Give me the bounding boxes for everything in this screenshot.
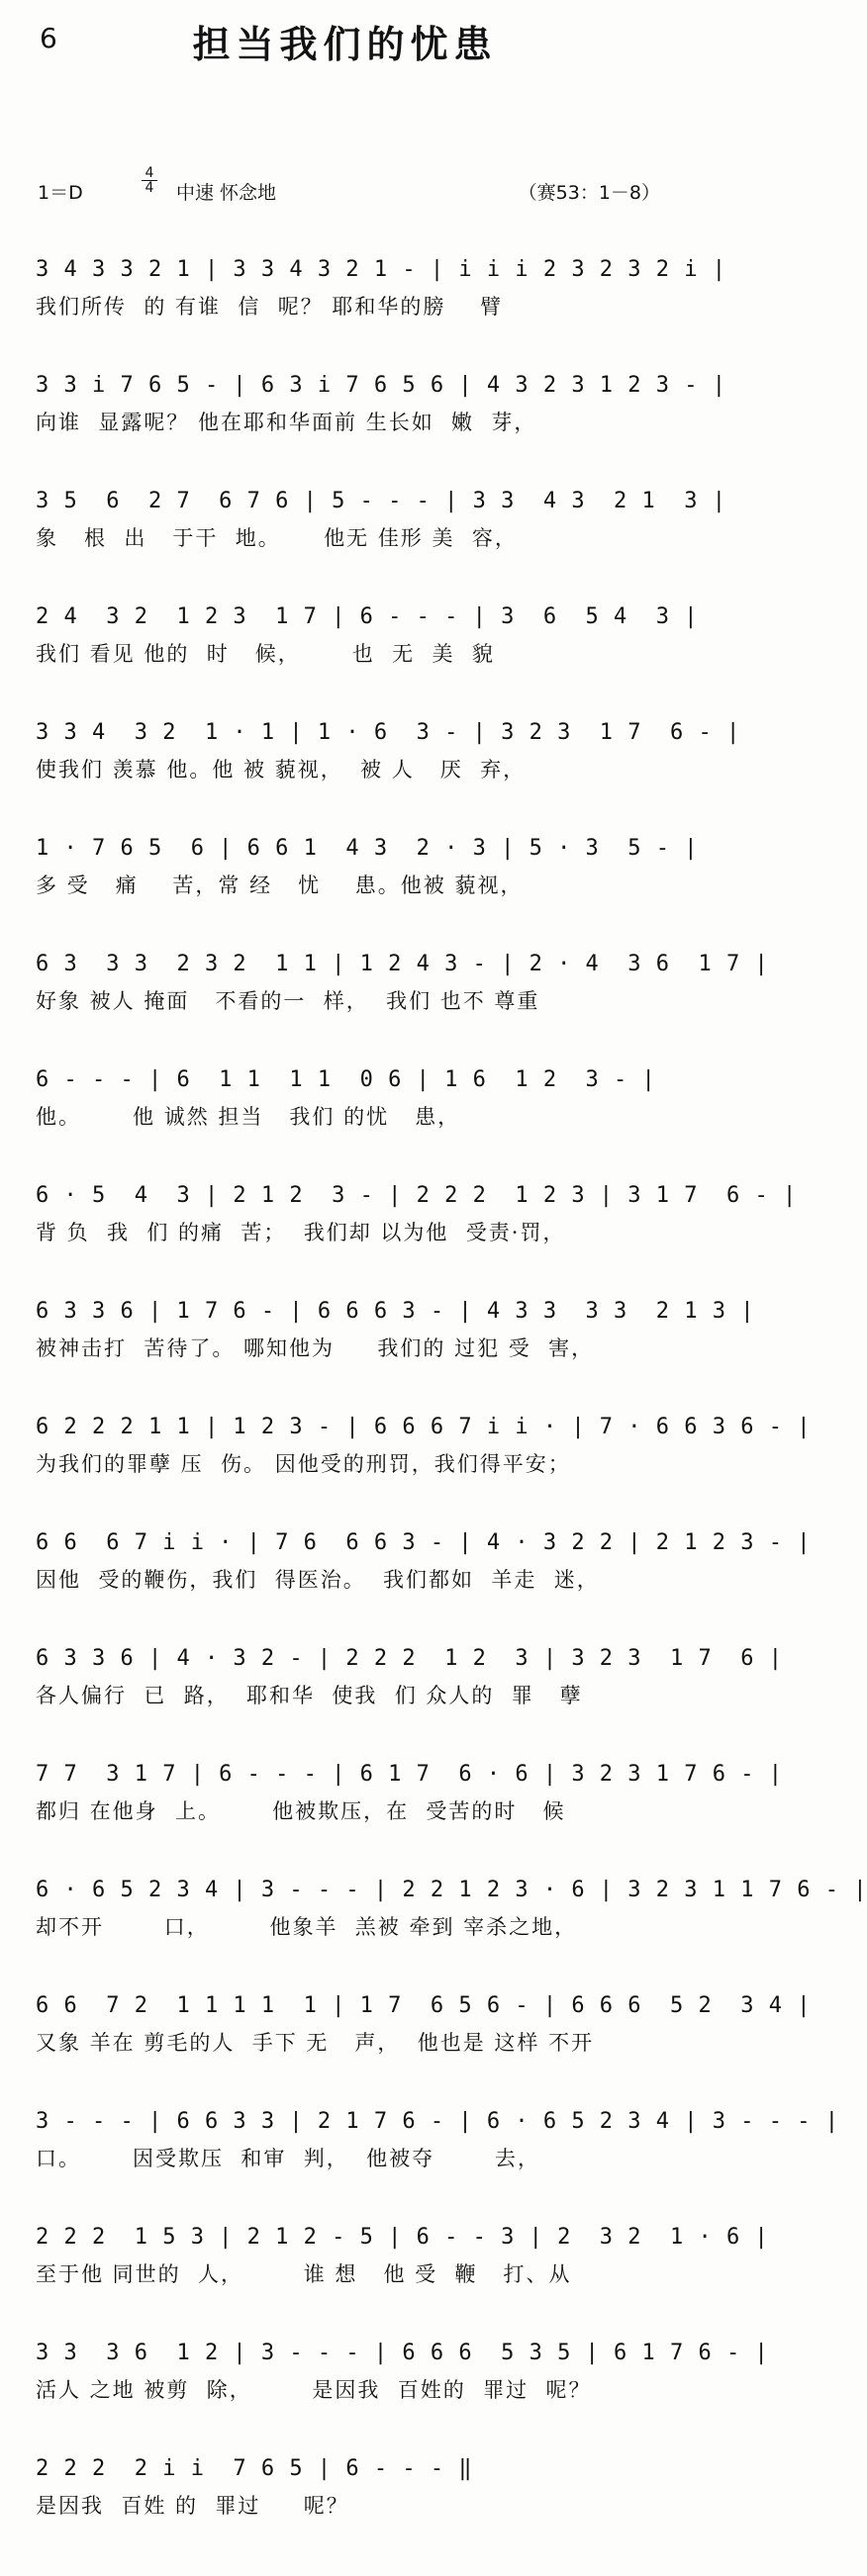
time-signature-bottom: 4 <box>144 180 154 196</box>
lyrics-line: 因他 受的鞭伤，我们 得医治。 我们都如 羊走 迷， <box>36 1568 600 1592</box>
notation-line: 6 · 6 5 2 3 4 | 3 - - - | 2 2 1 2 3 · 6 | 3 2 3 1 1 7 6 - | <box>36 1878 867 1902</box>
music-system <box>36 1067 665 1133</box>
notation-line: 6 6 6 7 i i · | 7 6 6 6 3 - | 4 · 3 2 2 | 2 1 2 3 - | <box>36 1530 812 1555</box>
notation-line: 2 4 3 2 1 2 3 1 7 | 6 - - - | 3 6 5 4 3 | <box>36 604 699 629</box>
lyrics-line: 是因我 百姓 的 罪过 呢？ <box>36 2494 349 2518</box>
notation-line: 6 · 5 4 3 | 2 1 2 3 - | 2 2 2 1 2 3 | 3 1 7 6 - | <box>36 1183 798 1208</box>
song-title: 担当我们的忧患 <box>192 22 498 66</box>
notation-line: 6 - - - | 6 1 1 1 1 0 6 | 1 6 1 2 3 - | <box>36 1067 656 1092</box>
lyrics-line: 活人 之地 被剪 除， 是因我 百姓的 罪过 呢？ <box>36 2378 592 2402</box>
key-signature: 1＝D <box>38 182 83 204</box>
time-signature-top: 4 <box>142 166 157 181</box>
music-system <box>36 2225 769 2290</box>
notation-line: 6 6 7 2 1 1 1 1 1 | 1 7 6 5 6 - | 6 6 6 5 2 3 4 | <box>36 1993 812 2018</box>
notation-line: 1 · 7 6 5 6 | 6 6 1 4 3 2 · 3 | 5 · 3 5 - | <box>36 836 699 861</box>
lyrics-line: 使我们 羡慕 他。他 被 藐视， 被 人 厌 弃， <box>36 758 527 782</box>
music-system <box>36 1183 798 1248</box>
music-system <box>36 952 769 1017</box>
notation-line: 6 2 2 2 1 1 | 1 2 3 - | 6 6 6 7 i i · | 7 · 6 6 3 6 - | <box>36 1415 812 1439</box>
notation-line: 3 4 3 3 2 1 | 3 3 4 3 2 1 - | i i i 2 3 2 3 2 i | <box>36 257 727 282</box>
time-signature <box>142 166 157 195</box>
music-system <box>36 1299 755 1364</box>
lyrics-line: 口。 因受欺压 和审 判， 他被夺 去， <box>36 2147 540 2170</box>
scripture-reference: （赛53：1－8） <box>518 182 660 204</box>
music-system <box>36 1415 812 1480</box>
lyrics-line: 好象 被人 掩面 不看的一 样， 我们 也不 尊重 <box>36 989 540 1013</box>
notation-line: 2 2 2 1 5 3 | 2 1 2 - 5 | 6 - - 3 | 2 3 2 1 · 6 | <box>36 2225 769 2250</box>
music-system <box>36 1530 812 1596</box>
music-system <box>36 2341 769 2406</box>
notation-line: 6 3 3 3 2 3 2 1 1 | 1 2 4 3 - | 2 · 4 3 6 1 7 | <box>36 952 769 976</box>
lyrics-line: 我们所传 的 有谁 信 呢？ 耶和华的膀 臂 <box>36 295 504 319</box>
music-system <box>36 2456 665 2522</box>
notation-line: 3 3 i 7 6 5 - | 6 3 i 7 6 5 6 | 4 3 2 3 1 2 3 - | <box>36 373 727 398</box>
lyrics-line: 又象 羊在 剪毛的人 手下 无 声， 他也是 这样 不开 <box>36 2031 595 2055</box>
notation-line: 3 3 4 3 2 1 · 1 | 1 · 6 3 - | 3 2 3 1 7 6 - | <box>36 720 741 745</box>
music-system <box>36 604 699 670</box>
lyrics-line: 象 根 出 于干 地。 他无 佳形 美 容， <box>36 526 518 550</box>
notation-line: 6 3 3 6 | 1 7 6 - | 6 6 6 3 - | 4 3 3 3 3 2 1 3 | <box>36 1299 755 1324</box>
lyrics-line: 我们 看见 他的 时 候， 也 无 美 貌 <box>36 642 495 666</box>
lyrics-line: 被神击打 苦待了。 哪知他为 我们的 过犯 受 害， <box>36 1336 595 1360</box>
lyrics-line: 为我们的罪孽 压 伤。 因他受的刑罚，我们得平安； <box>36 1452 571 1476</box>
score-header <box>38 165 660 206</box>
music-system <box>36 836 699 901</box>
music-system <box>36 720 741 785</box>
lyrics-line: 背 负 我 们 的痛 苦； 我们却 以为他 受责·罚， <box>36 1221 566 1244</box>
lyrics-line: 却不开 口， 他象羊 羔被 牵到 宰杀之地， <box>36 1915 578 1939</box>
lyrics-line: 向谁 显露呢？ 他在耶和华面前 生长如 嫩 芽， <box>36 411 537 434</box>
music-system <box>36 1878 867 1943</box>
music-system <box>36 1993 812 2059</box>
notation-line: 3 3 3 6 1 2 | 3 - - - | 6 6 6 5 3 5 | 6 1 7 6 - | <box>36 2341 769 2365</box>
notation-line: 3 - - - | 6 6 3 3 | 2 1 7 6 - | 6 · 6 5 2 3 4 | 3 - - - | <box>36 2109 839 2134</box>
tempo-marking: 中速 怀念地 <box>176 182 277 204</box>
notation-line: 7 7 3 1 7 | 6 - - - | 6 1 7 6 · 6 | 3 2 3 1 7 6 - | <box>36 1762 783 1787</box>
notation-line: 3 5 6 2 7 6 7 6 | 5 - - - | 3 3 4 3 2 1 3 | <box>36 489 727 513</box>
lyrics-line: 都归 在他身 上。 他被欺压，在 受苦的时 候 <box>36 1799 566 1823</box>
lyrics-line: 至于他 同世的 人， 谁 想 他 受 鞭 打、从 <box>36 2262 572 2286</box>
music-system <box>36 489 727 554</box>
music-system <box>36 2109 839 2174</box>
lyrics-line: 多 受 痛 苦，常 经 忧 患。他被 藐视， <box>36 874 524 897</box>
page-number: 6 <box>40 22 57 54</box>
lyrics-line: 各人偏行 已 路， 耶和华 使我 们 众人的 罪 孽 <box>36 1684 583 1707</box>
music-system <box>36 257 727 322</box>
music-system <box>36 1762 783 1827</box>
music-system <box>36 1646 783 1711</box>
lyrics-line: 他。 他 诚然 担当 我们 的忧 患， <box>36 1105 461 1129</box>
music-system <box>36 373 727 438</box>
notation-line: 2 2 2 2 i i 7 6 5 | 6 - - - ‖ <box>36 2456 473 2481</box>
notation-line: 6 3 3 6 | 4 · 3 2 - | 2 2 2 1 2 3 | 3 2 3 1 7 6 | <box>36 1646 783 1671</box>
